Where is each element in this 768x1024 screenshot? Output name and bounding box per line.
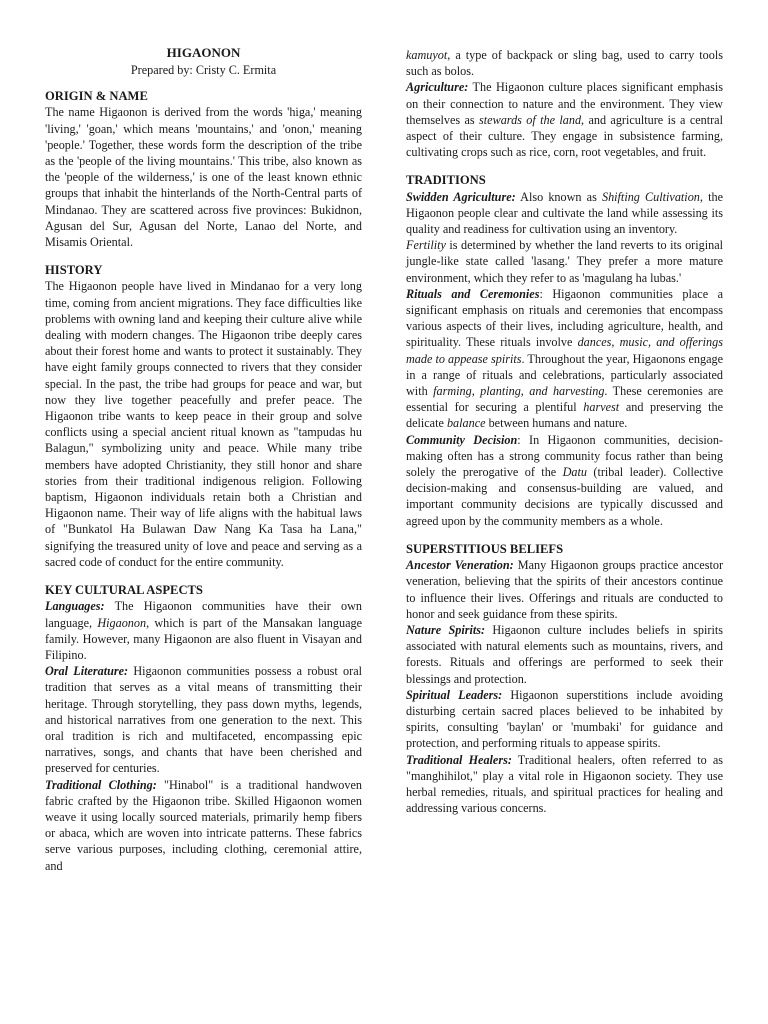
rituals-text-2: . Throughout the year, Higaonons engage in a range of rituals and celebrations, particularly associated with	[406, 351, 724, 399]
oral-literature-text: Higaonon communities possess a robust oral tradition that serves as a vital means of transmitting their heritage. Through storytelling, they pass down myths, legends, and historical narratives from one generation to the next. This oral tradition is rich and multifaceted, encompassing epic narratives, songs, and chants that have been cherished and preserved for centuries.	[45, 664, 362, 776]
swidden-text-2: , the Higaonon people clear and cultivate the land while assessing its quality and readiness for cultivation using an inventory.	[406, 189, 723, 237]
beliefs-heading: SUPERSTITIOUS BELIEFS	[406, 541, 564, 556]
healers-paragraph	[406, 752, 723, 817]
history-section	[45, 262, 362, 570]
clothing-paragraph	[45, 777, 362, 874]
swidden-emphasis: Shifting Cultivation	[601, 189, 700, 204]
fertility-emphasis: Fertility	[406, 238, 446, 253]
ancestor-paragraph	[406, 557, 723, 622]
left-column	[45, 44, 362, 886]
languages-term: Languages:	[45, 599, 105, 614]
healers-text: Traditional healers, often referred to as "manghihilot," play a vital role in Higaonon society. They use herbal remedies, rituals, and spiritual practices for healing and addressing various concerns.	[406, 752, 723, 816]
origin-section	[45, 88, 362, 250]
nature-spirits-text: Higaonon culture includes beliefs in spirits associated with natural elements such as mountains, rivers, and forests. Rituals and offerings are performed to seek their blessings and protection.	[406, 622, 723, 686]
agriculture-emphasis: stewards of the land	[479, 112, 582, 127]
document-byline: Prepared by: Cristy C. Ermita	[130, 63, 277, 77]
agriculture-text-1: The Higaonon culture places significant emphasis on their connection to nature and the environment. They view themselves as	[406, 80, 723, 127]
community-text-2: (tribal leader). Collective decision-making and consensus-building are valued, and important community decisions are typically discussed and agreed upon by the community members as a whole.	[406, 465, 723, 528]
swidden-term: Swidden Agriculture:	[406, 189, 516, 204]
history-text: The Higaonon people have lived in Mindanao for a very long time, coming from ancient migrations. They face difficulties like problems with owning land and keeping their culture alive while dealing with modern changes. The Higaonon tribe deeply cares about their forest home and wants to protect it sustainably. They have eight family groups connected to rivers that they consider special. In the past, the tribe had groups for peace and war, but now they live together peacefully and prefer peace. The Higaonon tribe wants to keep peace in their group and solve conflicts using a special ancient ritual known as "tampudas hu Balagun," symbolizing unity and peace. While many tribe members have adopted Christianity, they still honor and share stories from their traditional indigenous religion. Following baptism, Higaonon individuals retain both a Christian and Higaonon name. Their way of life aligns with the habitual laws of "Bunkatol Ha Bulawan Daw Nang Ka Tasa ha Lana," signifying the treasured unity of love and peace and serving as a sacred code of conduct for the entire community.	[45, 279, 362, 569]
clothing-text-2: , a type of backpack or sling bag, used to carry tools such as bolos.	[406, 48, 723, 79]
document-title: HIGAONON	[166, 45, 241, 60]
community-paragraph	[406, 432, 723, 529]
rituals-emphasis-3: harvest	[583, 400, 620, 415]
swidden-paragraph	[406, 189, 723, 238]
rituals-paragraph	[406, 286, 723, 432]
spiritual-leaders-term: Spiritual Leaders:	[406, 687, 503, 702]
fertility-text: is determined by whether the land reverts to its original jungle-like state called 'lasang.' They prefer a more mature environment, which they refer to as 'magulang ha lubas.'	[406, 238, 723, 285]
languages-paragraph	[45, 598, 362, 663]
spiritual-leaders-text: Higaonon superstitions include avoiding disturbing certain sacred places believed to be inhabited by spirits, consulting 'baylan' or 'mumbaki' for guidance and protection, and performing rituals to appease spirits.	[406, 687, 723, 751]
beliefs-section	[406, 541, 723, 816]
rituals-text-5: between humans and nature.	[485, 416, 628, 431]
ancestor-text: Many Higaonon groups practice ancestor veneration, believing that the spirits of their ancestors continue to influence their lives. Offerings and rituals are conducted to honor and seek guidance from these spirits.	[406, 558, 723, 621]
oral-literature-term: Oral Literature:	[45, 664, 129, 679]
rituals-term: Rituals and Ceremonies	[406, 286, 540, 301]
agriculture-text-2: , and agriculture is a central aspect of their culture. They engage in subsistence farming, cultivating crops such as rice, corn, root vegetables, and fruit.	[406, 112, 723, 160]
swidden-text-1: Also known as	[515, 189, 602, 204]
rituals-emphasis-4: balance	[446, 416, 486, 431]
clothing-term: Traditional Clothing:	[45, 777, 157, 792]
cultural-heading: KEY CULTURAL ASPECTS	[45, 583, 203, 598]
oral-literature-paragraph	[45, 663, 362, 776]
languages-emphasis: Higaonon	[97, 615, 147, 630]
right-column	[406, 47, 723, 828]
healers-term: Traditional Healers:	[406, 752, 512, 767]
origin-heading: ORIGIN & NAME	[45, 89, 148, 104]
community-emphasis: Datu	[562, 465, 587, 480]
clothing-text-1: "Hinabol" is a traditional handwoven fabric crafted by the Higaonon tribe. Skilled Higaonon women weave it using locally sourced materials, primarily hemp fibers or abaca, which are woven into intricate patterns. These fabrics serve various purposes, including clothing, ceremonial attire, and	[45, 777, 362, 873]
community-term: Community Decision	[406, 432, 518, 447]
fertility-paragraph	[406, 237, 723, 286]
rituals-text-1: : Higaonon communities place a significant emphasis on rituals and ceremonies that encompass various aspects of their lives, including agriculture, health, and spirituality. These rituals involve	[406, 286, 724, 350]
clothing-emphasis: kamuyot	[406, 48, 448, 62]
traditions-heading: TRADITIONS	[406, 173, 486, 188]
nature-spirits-paragraph	[406, 622, 723, 687]
ancestor-term: Ancestor Veneration:	[406, 558, 514, 573]
clothing-continued-paragraph	[406, 47, 723, 79]
agriculture-paragraph	[406, 79, 723, 160]
history-heading: HISTORY	[45, 263, 103, 278]
cultural-section	[45, 582, 362, 874]
community-text-1: : In Higaonon communities, decision-making often has a strong community focus rather than being solely the prerogative of the	[406, 432, 723, 480]
traditions-section	[406, 172, 723, 528]
origin-text: The name Higaonon is derived from the words 'higa,' meaning 'living,' 'goan,' which means 'mountains,' and 'onon,' meaning 'people.' Together, these words form the description of the tribe as the 'people of the living mountains.' This tribe, also known as the 'people of the wilderness,' is one of the least known ethnic groups that inhabit the hinterlands of the North-Central parts of Mindanao. They are scattered across five provinces: Bukidnon, Agusan del Sur, Agusan del Norte, Lanao del Norte, and Misamis Oriental.	[45, 105, 362, 250]
nature-spirits-term: Nature Spirits:	[406, 622, 486, 637]
languages-text-2: , which is part of the Mansakan language family. However, many Higaonon are also fluent in Visayan and Filipino.	[45, 615, 362, 662]
spiritual-leaders-paragraph	[406, 687, 723, 752]
rituals-emphasis-1: dances, music, and offerings made to appease spirits	[406, 335, 723, 366]
rituals-text-3: . These ceremonies are essential for securing a plentiful	[406, 384, 723, 415]
rituals-text-4: and preserving the delicate	[406, 400, 723, 431]
agriculture-term: Agriculture:	[406, 80, 469, 95]
rituals-emphasis-2: farming, planting, and harvesting	[433, 384, 605, 399]
languages-text-1: The Higaonon communities have their own language,	[45, 599, 362, 630]
